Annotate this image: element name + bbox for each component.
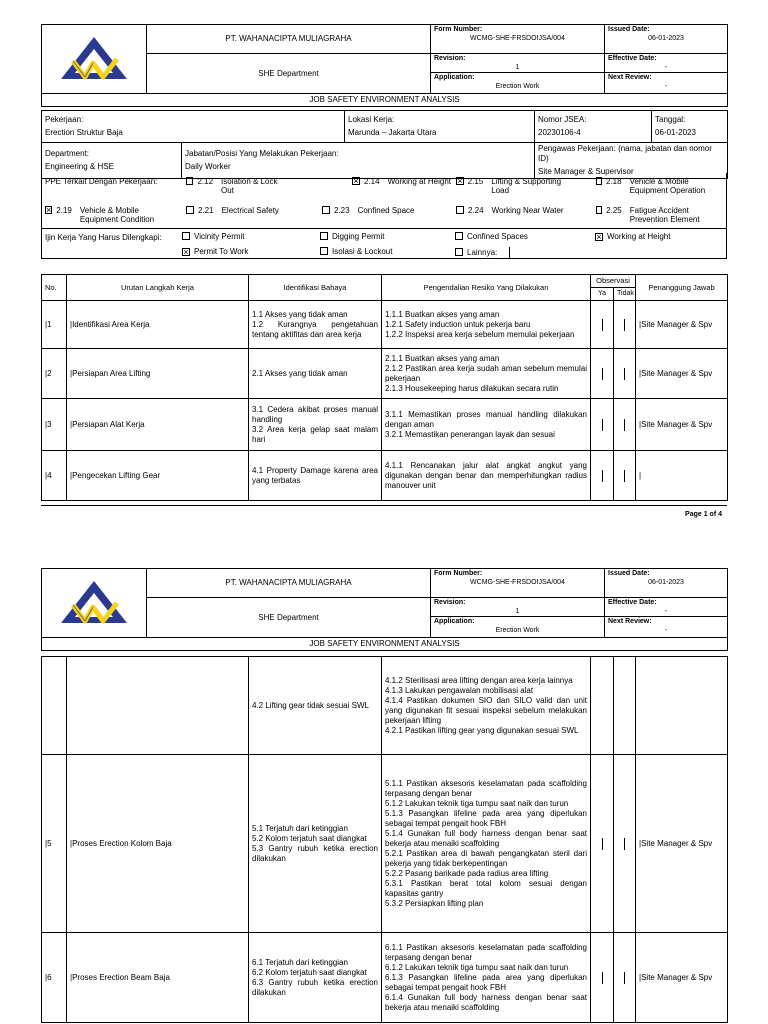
permit-item — [182, 247, 248, 256]
next-review-label-2: Next Review: — [608, 618, 652, 625]
ppe-number: 2.23 — [334, 206, 350, 215]
row-pengendalian: 4.1.1 Rencanakan jalur alat angkat angkut yang digunakan dengan benar dan memperhitungkan radius manouver unit — [382, 451, 591, 501]
col-langkah: Urutan Langkah Kerja — [67, 275, 249, 301]
row-number: |3 — [42, 399, 67, 451]
obs-tidak — [614, 657, 636, 755]
form-number: WCMG-SHE-FRSDOIJSA/004 — [470, 35, 565, 42]
page-divider — [41, 505, 727, 506]
jabatan-value: Daily Worker — [185, 162, 231, 171]
table-row — [42, 301, 728, 349]
lokasi-label: Lokasi Kerja: — [348, 115, 395, 124]
issued-date-label: Issued Date: — [608, 26, 650, 33]
obs-ya — [591, 399, 614, 451]
revision: 1 — [515, 64, 520, 71]
effective-date-label-2: Effective Date: — [608, 599, 657, 606]
ppe-label: Fatigue Accident Prevention Element — [629, 206, 700, 224]
permit-label: Isolasi & Lockout — [332, 247, 393, 256]
checkbox-icon[interactable] — [320, 232, 328, 240]
permit-item — [320, 247, 392, 256]
table-row — [42, 349, 728, 399]
obs-tidak — [614, 451, 636, 501]
revision-label: Revision: — [434, 55, 466, 62]
ppe-label: Vehicle & Mobile Equipment Operation — [629, 177, 706, 195]
effective-date: - — [664, 64, 668, 71]
ppe-item — [186, 206, 281, 215]
obs-ya — [591, 451, 614, 501]
table-row — [42, 399, 728, 451]
form-header — [41, 24, 728, 107]
obs-field[interactable] — [602, 368, 603, 380]
department-name: SHE Department — [147, 54, 431, 94]
ppe-number: 2.12 — [197, 177, 214, 186]
document-title: JOB SAFETY ENVIRONMENT ANALYSIS — [42, 94, 728, 107]
pekerjaan-label: Pekerjaan: — [45, 115, 84, 124]
ppe-item — [352, 177, 462, 186]
ppe-number: 2.19 — [56, 206, 72, 215]
job-info-block — [41, 110, 728, 179]
ppe-number: 2.25 — [606, 206, 622, 215]
ppe-label: Lifting & Supporting Load — [491, 177, 562, 195]
obs-field[interactable] — [602, 838, 603, 850]
ppe-item — [186, 177, 286, 195]
ppe-label: Vehicle & Mobile Equipment Condition — [79, 206, 155, 224]
permit-item — [455, 232, 528, 241]
col-no: No. — [42, 275, 67, 301]
checked-checkbox-icon[interactable]: × — [183, 247, 189, 257]
pekerjaan-value: Erection Struktur Baja — [45, 128, 123, 137]
document-page-2 — [0, 528, 768, 1024]
row-number: |2 — [42, 349, 67, 399]
obs-field[interactable] — [624, 319, 625, 331]
table-row — [42, 755, 728, 933]
department-value: Engineering & HSE — [45, 162, 114, 171]
application-label: Application: — [434, 74, 475, 81]
obs-field[interactable] — [624, 470, 625, 482]
ppe-item — [596, 206, 721, 224]
lokasi-cell — [345, 111, 535, 143]
checked-checkbox-icon[interactable]: × — [46, 205, 52, 215]
revision-2: 1 — [515, 608, 520, 615]
pekerjaan-cell — [42, 111, 345, 143]
form-number-label: Form Number: — [434, 26, 483, 33]
lainnya-field[interactable] — [509, 247, 510, 259]
row-pengendalian: 1.1.1 Buatkan akses yang aman 1.2.1 Safety induction untuk pekerja baru 1.2.2 Inspeksi area kerja sebelum memulai pekerjaan — [382, 301, 591, 349]
ppe-label: Working Near Water — [491, 206, 564, 215]
row-pj: |Site Manager & Spv — [636, 399, 728, 451]
permit-item — [182, 232, 245, 241]
jsea-table-page-1 — [41, 274, 728, 501]
permit-label: Vicinity Permit — [194, 232, 245, 241]
nomor-cell — [535, 111, 652, 143]
checked-checkbox-icon[interactable]: × — [353, 176, 359, 186]
form-number-2: WCMG-SHE-FRSDOIJSA/004 — [470, 579, 565, 586]
col-bahaya: Identifikasi Bahaya — [249, 275, 382, 301]
obs-ya — [591, 301, 614, 349]
jsea-table-page-2 — [41, 656, 728, 1023]
permit-item — [455, 247, 510, 259]
obs-field[interactable] — [602, 470, 603, 482]
checkbox-icon[interactable] — [455, 248, 463, 256]
permit-block — [41, 229, 727, 259]
row-number — [42, 657, 67, 755]
tanggal-value: 06-01-2023 — [655, 128, 696, 137]
nomor-label: Nomor JSEA: — [538, 115, 587, 124]
obs-field[interactable] — [602, 319, 603, 331]
row-langkah: |Persiapan Alat Kerja — [67, 399, 249, 451]
row-pj: |Site Manager & Spv — [636, 301, 728, 349]
obs-ya — [591, 933, 614, 1023]
row-langkah: |Proses Erection Beam Baja — [67, 933, 249, 1023]
row-bahaya: 1.1 Akses yang tidak aman 1.2 Kurangnya pengetahuan tentang aktifitas dan area kerja — [249, 301, 382, 349]
row-pengendalian: 6.1.1 Pastikan aksesoris keselamatan pada scaffolding terpasang dengan benar 6.1.2 Lakukan teknik tiga tumpu saat naik dan turun 6.1.3 Pasangkan lifeline pada area yang diperlukan sebagai tempat pengait hook FBH 6.1.4 Gunakan full body harness dengan benar saat bekerja atau menaiki scaffolding — [382, 933, 591, 1023]
row-pengendalian: 2.1.1 Buatkan akses yang aman 2.1.2 Pastikan area kerja sudah aman sebelum memulai pekerjaan 2.1.3 Housekeeping harus dilakukan secara rutin — [382, 349, 591, 399]
checkbox-icon[interactable] — [456, 206, 464, 214]
obs-ya — [591, 755, 614, 933]
row-pj — [636, 657, 728, 755]
row-pj: |Site Manager & Spv — [636, 349, 728, 399]
next-review: - — [664, 83, 668, 90]
application-label-2: Application: — [434, 618, 475, 625]
revision-label-2: Revision: — [434, 599, 466, 606]
ijin-label: Ijin Kerja Yang Harus Dilengkapi: — [45, 233, 162, 242]
obs-tidak — [614, 399, 636, 451]
row-bahaya: 5.1 Terjatuh dari ketinggian 5.2 Kolom terjatuh saat diangkat 5.3 Gantry rubuh ketika erection dilakukan — [249, 755, 382, 933]
col-pengendalian: Pengendalian Resiko Yang Dilakukan — [382, 275, 591, 301]
ppe-number: 2.14 — [364, 177, 380, 186]
obs-ya — [591, 349, 614, 399]
permit-label: Permit To Work — [194, 247, 249, 256]
company-name-2: PT. WAHANACIPTA MULIAGRAHA — [147, 569, 431, 598]
issued-date-2: 06-01-2023 — [648, 579, 684, 586]
col-tidak: Tidak — [614, 288, 636, 301]
obs-tidak — [614, 933, 636, 1023]
row-bahaya: 2.1 Akses yang tidak aman — [249, 349, 382, 399]
row-pj: |Site Manager & Spv — [636, 933, 728, 1023]
logo-icon — [59, 579, 129, 625]
ppe-number: 2.24 — [468, 206, 484, 215]
application-2: Erection Work — [495, 627, 540, 634]
table-row — [42, 657, 728, 755]
ppe-label: PPE Terkait Dengan Pekerjaan: — [45, 177, 158, 186]
company-logo — [42, 25, 147, 94]
col-pj: Penanggung Jawab — [636, 275, 728, 301]
issued-date: 06-01-2023 — [648, 35, 684, 42]
checkbox-icon[interactable] — [186, 206, 194, 214]
ppe-label: Isolation & Lock Out — [221, 177, 278, 195]
ppe-block — [41, 173, 727, 229]
obs-tidak — [614, 755, 636, 933]
obs-field[interactable] — [602, 972, 603, 984]
checkbox-icon[interactable] — [596, 206, 602, 214]
obs-field[interactable] — [624, 972, 625, 984]
ppe-item — [322, 206, 442, 215]
jabatan-label: Jabatan/Posisi Yang Melakukan Pekerjaan: — [185, 149, 339, 158]
application: Erection Work — [495, 83, 540, 90]
tanggal-label: Tanggal: — [655, 115, 686, 124]
ppe-item — [456, 206, 581, 215]
row-langkah — [67, 657, 249, 755]
checkbox-icon[interactable] — [186, 177, 193, 185]
ppe-label: Working at Height — [387, 177, 452, 186]
checked-checkbox-icon[interactable]: × — [596, 232, 602, 242]
permit-item — [320, 232, 384, 241]
ppe-label: Confined Space — [357, 206, 415, 215]
checked-checkbox-icon[interactable]: × — [457, 176, 463, 186]
table-row — [42, 933, 728, 1023]
permit-label: Confined Spaces — [467, 232, 528, 241]
obs-tidak — [614, 301, 636, 349]
obs-tidak — [614, 349, 636, 399]
row-number: |6 — [42, 933, 67, 1023]
row-number: |1 — [42, 301, 67, 349]
row-bahaya: 4.1 Property Damage karena area yang terbatas — [249, 451, 382, 501]
row-pengendalian: 3.1.1 Memastikan proses manual handling dilakukan dengan aman 3.2.1 Memastikan penerangan layak dan sesuai — [382, 399, 591, 451]
ppe-number: 2.18 — [606, 177, 622, 186]
checkbox-icon[interactable] — [320, 247, 328, 255]
row-pengendalian: 4.1.2 Sterilisasi area lifting dengan area kerja lainnya 4.1.3 Lakukan pengawalan mobilisasi alat 4.1.4 Pastikan dokumen SIO dan SILO valid dan unit yang digunakan fit sesuai inspeksi sebelum melakukan pekerjaan lifting 4.2.1 Pastikan lifting gear yang digunakan sesuai SWL — [382, 657, 591, 755]
effective-date-label: Effective Date: — [608, 55, 657, 62]
row-number: |4 — [42, 451, 67, 501]
permit-label: Working at Height — [607, 232, 671, 241]
page-number: Page 1 of 4 — [685, 511, 722, 518]
row-langkah: |Identifikasi Area Kerja — [67, 301, 249, 349]
tanggal-cell — [652, 111, 728, 143]
row-langkah: |Proses Erection Kolom Baja — [67, 755, 249, 933]
row-number: |5 — [42, 755, 67, 933]
ppe-number: 2.21 — [198, 206, 214, 215]
checkbox-icon[interactable] — [182, 232, 190, 240]
row-bahaya: 3.1 Cedera akibat proses manual handling 3.2 Area kerja gelap saat malam hari — [249, 399, 382, 451]
nomor-value: 20230106-4 — [538, 128, 581, 137]
table-row — [42, 451, 728, 501]
effective-date-2: - — [664, 608, 668, 615]
ppe-label: Electrical Safety — [221, 206, 279, 215]
row-langkah: |Pengecekan Lifting Gear — [67, 451, 249, 501]
next-review-2: - — [664, 627, 668, 634]
ppe-number: 2.15 — [467, 177, 484, 186]
form-number-label-2: Form Number: — [434, 570, 483, 577]
pengawas-label: Pengawas Pekerjaan: (nama, jabatan dan nomor ID) — [538, 144, 712, 163]
obs-field[interactable] — [624, 838, 625, 850]
row-bahaya: 6.1 Terjatuh dari ketinggian 6.2 Kolom terjatuh saat diangkat 6.3 Gantry rubuh ketika erection dilakukan — [249, 933, 382, 1023]
document-title-2: JOB SAFETY ENVIRONMENT ANALYSIS — [42, 638, 728, 651]
lokasi-value: Marunda – Jakarta Utara — [348, 128, 437, 137]
ppe-item — [596, 177, 721, 195]
ppe-item — [45, 206, 173, 224]
obs-field[interactable] — [602, 419, 603, 431]
checkbox-icon[interactable] — [455, 232, 463, 240]
logo-icon — [59, 35, 129, 81]
row-pengendalian: 5.1.1 Pastikan aksesoris keselamatan pada scaffolding terpasang dengan benar 5.1.2 Lakukan teknik tiga tumpu saat naik dan turun 5.1.3 Pasangkan lifeline pada area yang diperlukan sebagai tempat pengait hook FBH 5.1.4 Gunakan full body harness dengan benar saat bekerja atau menaiki scaffolding 5.2.1 Pastikan area di bawah pengangkatan steril dari pekerja yang tidak berkepentingan 5.2.2 Pasang barikade pada radius area lifting 5.3.1 Pastikan berat total kolom sesuai dengan kapasitas gantry 5.3.2 Persiapkan lifting plan — [382, 755, 591, 933]
form-header-2 — [41, 568, 728, 651]
col-ya: Ya — [591, 288, 614, 301]
row-pj: |Site Manager & Spv — [636, 755, 728, 933]
row-bahaya: 4.2 Lifting gear tidak sesuai SWL — [249, 657, 382, 755]
obs-ya — [591, 657, 614, 755]
permit-label: Digging Permit — [332, 232, 385, 241]
department-label: Department: — [45, 149, 90, 158]
permit-item — [595, 232, 670, 241]
row-langkah: |Persiapan Area Lifting — [67, 349, 249, 399]
col-observasi: Observasi — [591, 275, 636, 288]
issued-date-label-2: Issued Date: — [608, 570, 650, 577]
ppe-item — [456, 177, 576, 195]
department-name-2: SHE Department — [147, 598, 431, 638]
obs-field[interactable] — [624, 419, 625, 431]
row-pj: | — [636, 451, 728, 501]
permit-label: Lainnya: — [467, 248, 498, 258]
checkbox-icon[interactable] — [322, 206, 330, 214]
company-logo-2 — [42, 569, 147, 638]
checkbox-icon[interactable] — [596, 177, 602, 185]
company-name: PT. WAHANACIPTA MULIAGRAHA — [147, 25, 431, 54]
next-review-label: Next Review: — [608, 74, 652, 81]
pengawas-value: Site Manager & Supervisor — [538, 167, 634, 176]
obs-field[interactable] — [624, 368, 625, 380]
